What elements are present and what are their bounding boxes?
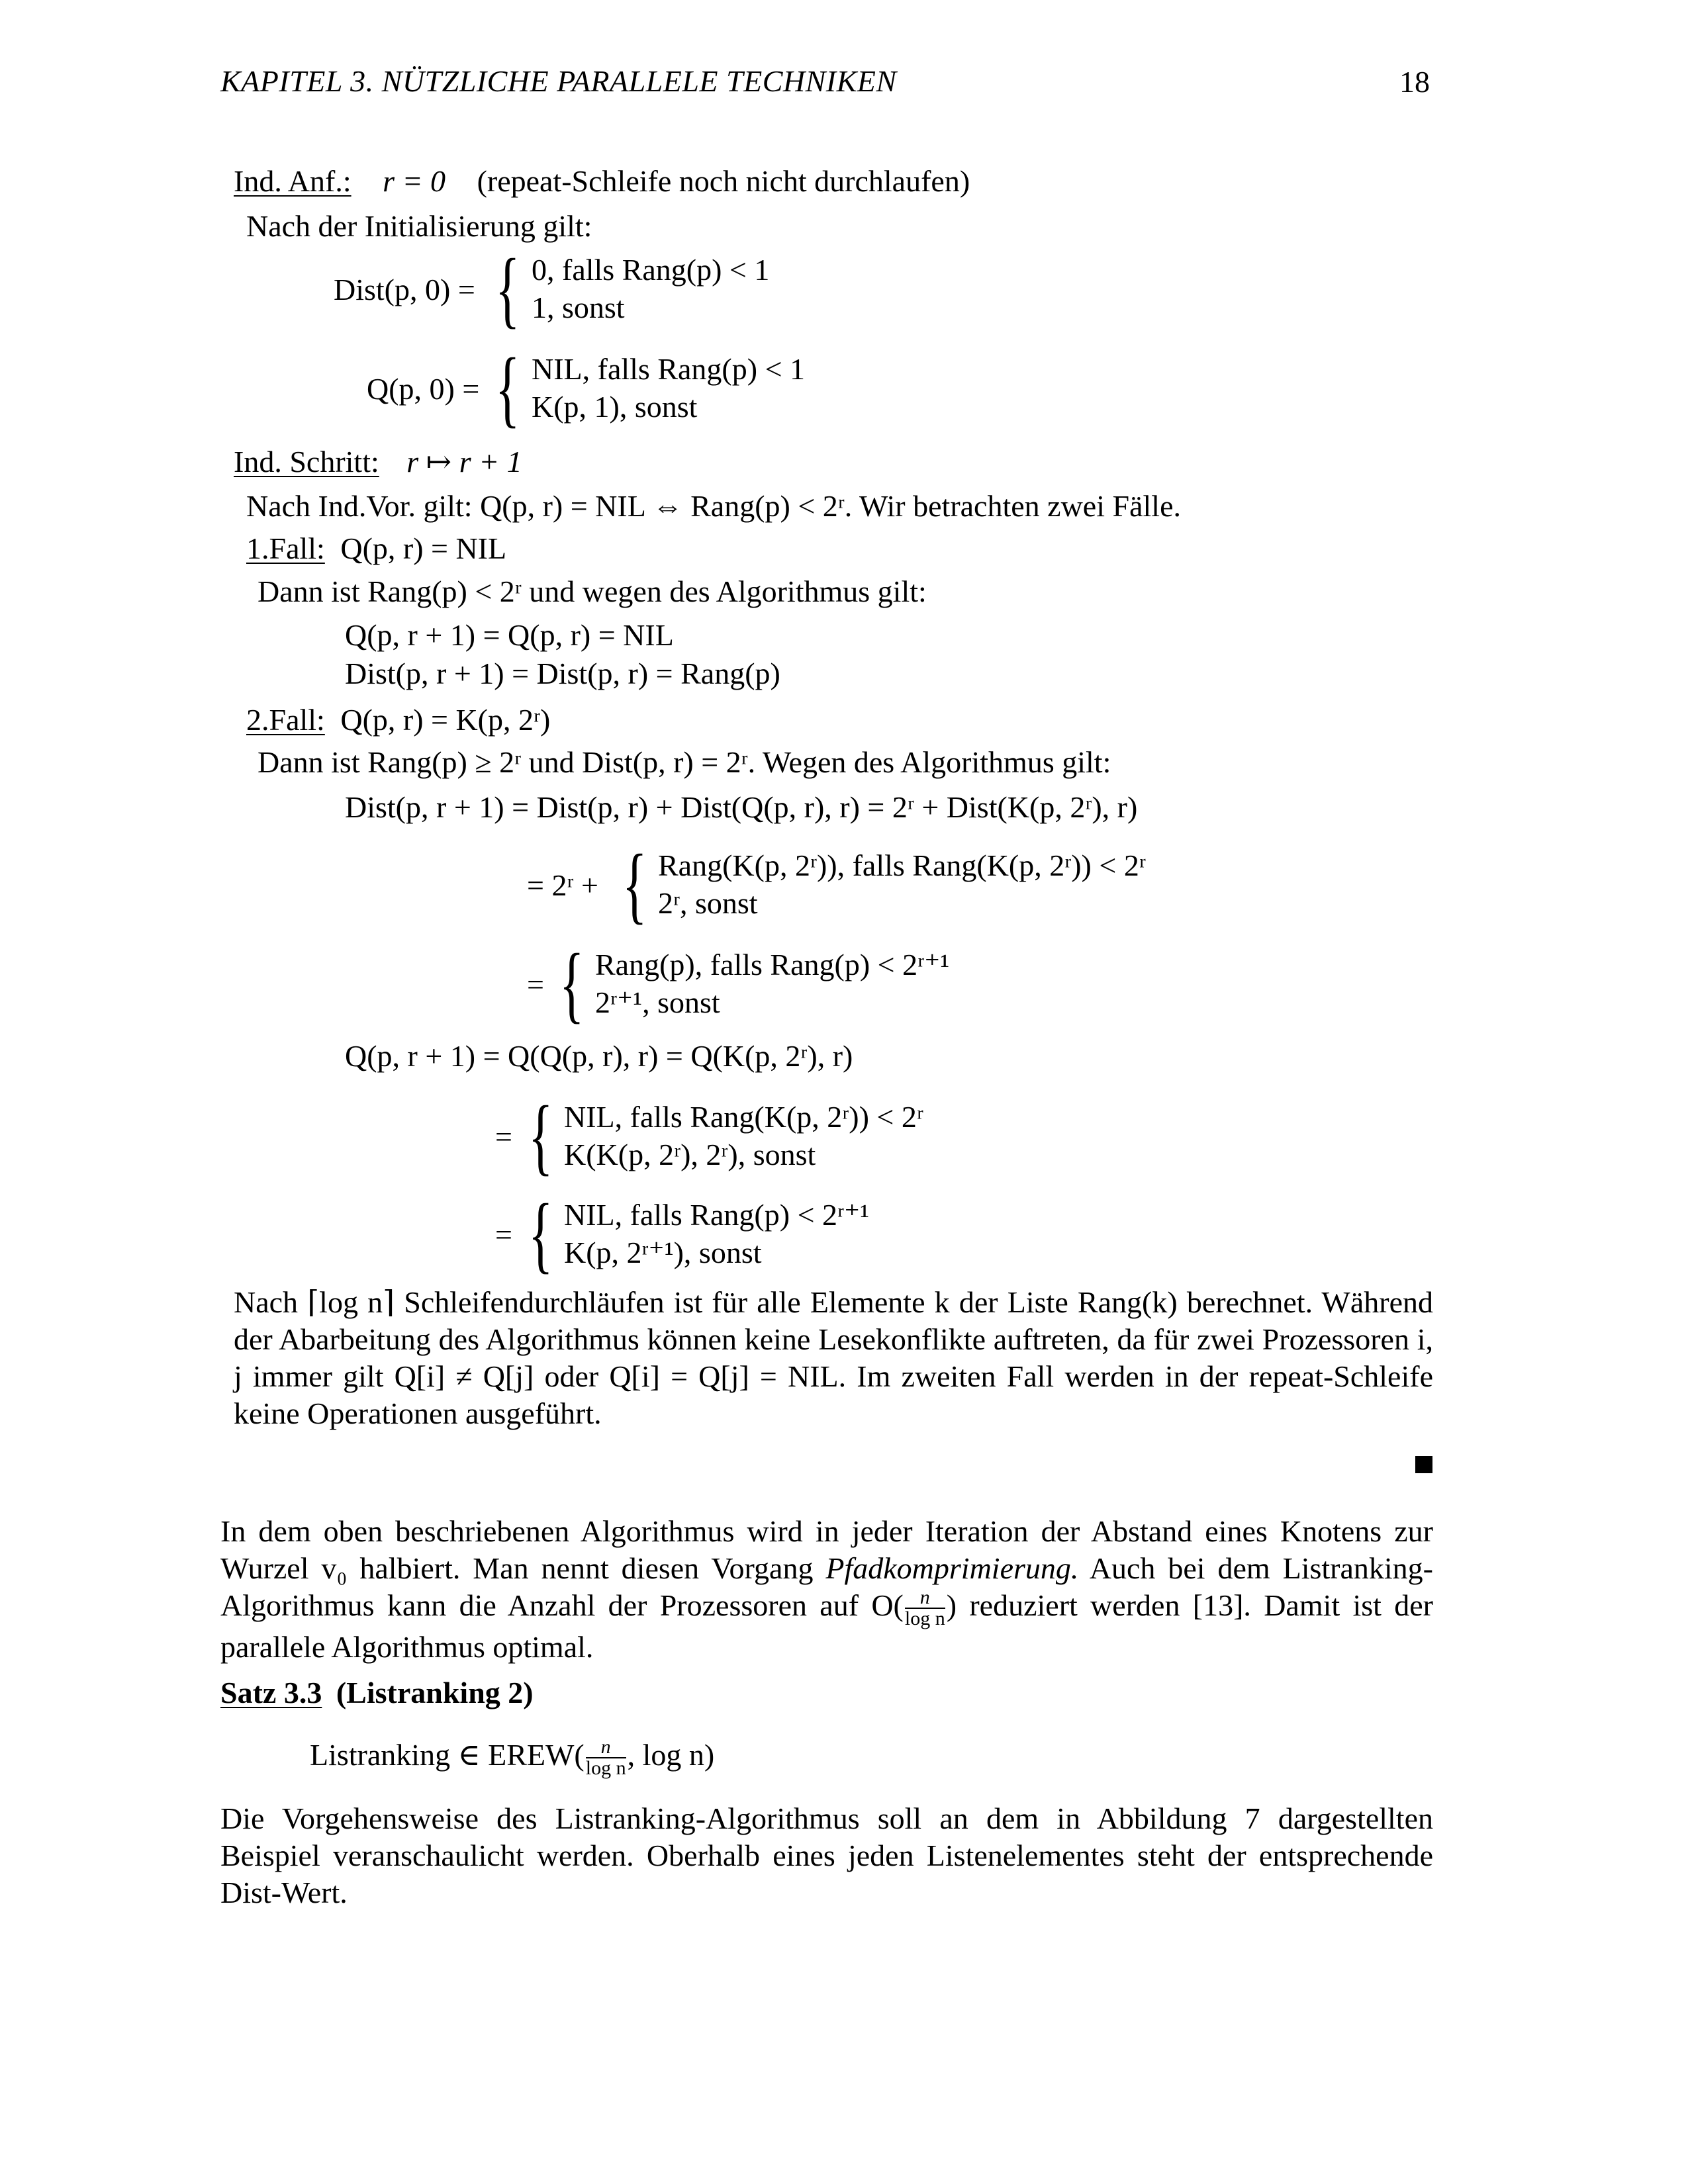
para1-text-c: ) reduziert werden [13]. Damit ist der parallele Algorithmus optimal. <box>220 1588 1433 1664</box>
fall2-q-b-brace: { <box>528 1187 553 1282</box>
fall2-q-a-case1: NIL, falls Rang(K(p, 2ʳ)) < 2ʳ <box>564 1100 923 1134</box>
ind-anf-line <box>234 163 970 200</box>
ind-anf-eq: r = 0 <box>383 164 446 198</box>
fall2-q-a-lhs: = <box>495 1120 512 1154</box>
satz-heading <box>220 1674 534 1711</box>
fall2-q-b-case1: NIL, falls Rang(p) < 2ʳ⁺¹ <box>564 1198 870 1232</box>
satz-frac-den: log n <box>585 1757 626 1780</box>
satz-frac-num: n <box>586 1737 626 1758</box>
fall2-dist-b-lhs: = <box>527 968 544 1001</box>
fall1-label: 1.Fall: <box>246 531 325 565</box>
fall2-dist-a-case2: 2ʳ, sonst <box>658 886 758 920</box>
dist0-lhs: Dist(p, 0) = <box>334 273 475 306</box>
q0-brace: { <box>495 341 520 436</box>
fall2-line <box>246 702 550 739</box>
ind-schritt-line <box>234 443 522 480</box>
para1-text-a: In dem oben beschriebenen Algorithmus wird in jeder Iteration der Abstand eines Knotens zur Wurzel v₀ halbiert. Man nennt diesen Vorgang <box>220 1514 1433 1585</box>
satz-title: (Listranking 2) <box>336 1676 534 1709</box>
dist0-brace: { <box>495 242 520 337</box>
para1-frac-den: log n <box>904 1608 945 1630</box>
body-paragraph-1 <box>220 1513 1433 1666</box>
satz-statement <box>310 1737 714 1778</box>
body-paragraph-2: Die Vorgehensweise des Listranking-Algorithmus soll an dem in Abbildung 7 dargestellten Beispiel veranschaulicht werden. Oberhalb eines jeden Listenelementes steht der entsprechende Dist-Wert. <box>220 1801 1433 1909</box>
ind-anf-label: Ind. Anf.: <box>234 164 352 198</box>
page-number: 18 <box>1399 65 1430 99</box>
fall1-eq2: Dist(p, r + 1) = Dist(p, r) = Rang(p) <box>345 657 780 690</box>
satz-stmt-a: Listranking ∈ EREW( <box>310 1738 585 1772</box>
fall2-q-a-case2: K(K(p, 2ʳ), 2ʳ), sonst <box>564 1138 816 1171</box>
indvor-text: Nach Ind.Vor. gilt: Q(p, r) = NIL ⇔ Rang(p) < 2ʳ. Wir betrachten zwei Fälle. <box>246 489 1181 523</box>
fall1-line <box>246 530 506 567</box>
para1-term: Pfadkomprimierung. <box>825 1551 1079 1585</box>
fall2-q-b-case2: K(p, 2ʳ⁺¹), sonst <box>564 1236 762 1269</box>
fall1-eq1: Q(p, r + 1) = Q(p, r) = NIL <box>345 618 674 652</box>
q0-case2: K(p, 1), sonst <box>532 390 698 424</box>
fall2-dist-b-brace: { <box>559 936 585 1032</box>
satz-fraction <box>586 1737 626 1778</box>
ind-schritt-eq: r ↦ r + 1 <box>406 445 522 478</box>
para1-frac-num: n <box>905 1588 945 1609</box>
fall2-label: 2.Fall: <box>246 703 325 737</box>
para1-fraction <box>905 1588 945 1629</box>
fall2-q-line: Q(p, r + 1) = Q(Q(p, r), r) = Q(K(p, 2ʳ), r) <box>345 1039 853 1073</box>
satz-stmt-b: , log n) <box>627 1738 715 1772</box>
fall2-q-b-lhs: = <box>495 1218 512 1251</box>
init-text: Nach der Initialisierung gilt: <box>246 209 592 243</box>
fall2-text: Dann ist Rang(p) ≥ 2ʳ und Dist(p, r) = 2ʳ. Wegen des Algorithmus gilt: <box>258 745 1111 779</box>
fall2-dist-a-case1: Rang(K(p, 2ʳ)), falls Rang(K(p, 2ʳ)) < 2ʳ <box>658 848 1146 882</box>
fall2-dist-a-lhs: = 2ʳ + <box>527 868 598 902</box>
ind-schritt-label: Ind. Schritt: <box>234 445 379 478</box>
fall2-dist-a-brace: { <box>622 837 647 933</box>
dist0-case2: 1, sonst <box>532 291 625 324</box>
fall2-dist-b-case2: 2ʳ⁺¹, sonst <box>595 985 720 1019</box>
q0-case1: NIL, falls Rang(p) < 1 <box>532 352 806 386</box>
dist0-case1: 0, falls Rang(p) < 1 <box>532 253 770 287</box>
satz-number: Satz 3.3 <box>220 1676 322 1709</box>
qed-square <box>1415 1456 1432 1473</box>
fall2-dist-line: Dist(p, r + 1) = Dist(p, r) + Dist(Q(p, r), r) = 2ʳ + Dist(K(p, 2ʳ), r) <box>345 790 1138 824</box>
fall2-dist-b-case1: Rang(p), falls Rang(p) < 2ʳ⁺¹ <box>595 948 950 981</box>
ind-anf-note: (repeat-Schleife noch nicht durchlaufen) <box>477 164 970 198</box>
fall2-q-a-brace: { <box>528 1089 553 1184</box>
fall1-eq: Q(p, r) = NIL <box>340 531 507 565</box>
fall2-eq: Q(p, r) = K(p, 2ʳ) <box>340 703 551 737</box>
proof-conclusion: Nach ⌈log n⌉ Schleifendurchläufen ist für alle Elemente k der Liste Rang(k) berechnet. Während der Abarbeitung des Algorithmus können keine Lesekonflikte auftreten, da für zwei Prozessoren i, j immer gilt Q[i] ≠ Q[j] oder Q[i] = Q[j] = NIL. Im zweiten Fall werden in der repeat-Schleife keine Operationen ausgeführt. <box>234 1285 1433 1430</box>
running-header: KAPITEL 3. NÜTZLICHE PARALLELE TECHNIKEN <box>220 64 897 98</box>
fall1-text: Dann ist Rang(p) < 2ʳ und wegen des Algorithmus gilt: <box>258 574 927 608</box>
para1-text-b: Auch bei dem Listranking-Algorithmus kann die Anzahl der Prozessoren auf O( <box>220 1551 1433 1622</box>
q0-lhs: Q(p, 0) = <box>367 372 480 406</box>
